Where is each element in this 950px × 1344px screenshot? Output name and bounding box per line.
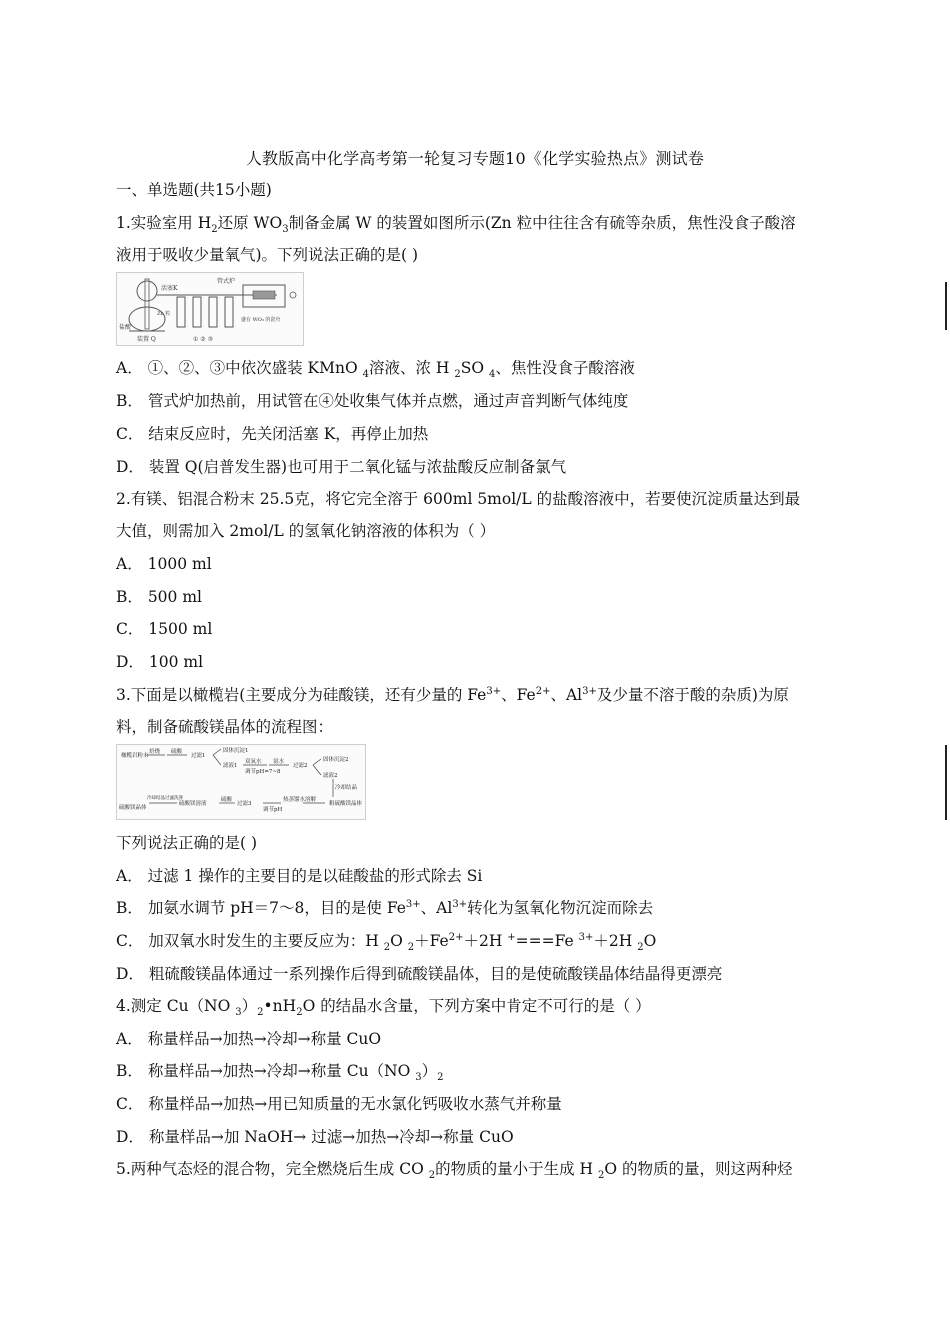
q3-stem-question: 下列说法正确的是( ) bbox=[116, 834, 258, 852]
q3-option-c: C． 加双氧水时发生的主要反应为：H $_2$O $_2+Fe^{2+}+2H$ +===Fe $^{3+}$＋2H $_2$O bbox=[116, 931, 657, 954]
flow-step-acid2: 硫酸 bbox=[221, 797, 233, 803]
q2-stem-line2: 大值，则需加入 2mol/L 的氢氧化钠溶液的体积为（ ） bbox=[116, 522, 496, 540]
scan-edge-mark bbox=[945, 745, 947, 820]
flow-step-filter3: 过滤3 bbox=[237, 801, 252, 807]
q2-option-d: D． 100 ml bbox=[116, 653, 204, 671]
q4-option-b: B． 称量样品→加热→冷却→称量 Cu（NO $_3)_2$ bbox=[116, 1062, 444, 1084]
q1-fig-furnace-label: 管式炉 bbox=[217, 278, 236, 285]
section-heading: 一、单选题(共15小题) bbox=[116, 181, 272, 199]
flow-step-acid: 硫酸 bbox=[171, 749, 183, 755]
q1-fig-zn-label: Zn 粒 bbox=[157, 311, 171, 317]
q4-stem: 4.测定 Cu（NO $_3)_2•nH_2O$ 的结晶水含量，下列方案中肯定不可行的是（ ） bbox=[116, 997, 651, 1019]
flow-solid2: 固体沉淀2 bbox=[323, 757, 349, 763]
q1-apparatus-figure bbox=[116, 272, 304, 346]
flow-final-steps: 冷却结晶过滤洗涤 bbox=[147, 796, 183, 801]
q4-option-d: D． 称量样品→加 NaOH→ 过滤→加热→冷却→称量 CuO bbox=[116, 1128, 514, 1146]
q3-option-a: A． 过滤 1 操作的主要目的是以硅酸盐的形式除去 Si bbox=[116, 867, 483, 885]
q1-fig-acid-label: 盐酸 bbox=[119, 324, 132, 331]
flow-start: 橄榄岩粉末 bbox=[121, 753, 149, 759]
q2-option-c: C． 1500 ml bbox=[116, 620, 213, 638]
scan-edge-mark bbox=[945, 282, 947, 330]
flow-crude: 粗硫酸镁晶体 bbox=[329, 801, 363, 807]
flow-filtrate2: 滤液2 bbox=[323, 773, 338, 779]
q3-stem-line2: 料，制备硫酸镁晶体的流程图： bbox=[116, 718, 334, 736]
q2-option-a: A． 1000 ml bbox=[116, 555, 212, 573]
flow-filtrate1: 滤液1 bbox=[223, 763, 238, 769]
q4-option-c: C． 称量样品→加热→用已知质量的无水氯化钙吸收水蒸气并称量 bbox=[116, 1095, 562, 1113]
q5-stem: 5.两种气态烃的混合物，完全燃烧后生成 CO $_2$的物质的量小于生成 H $_2$O 的物质的量，则这两种烃 bbox=[116, 1160, 793, 1182]
q1-stem-line1: 1.实验室用 $H_2$还原 $WO_3$制备金属 W 的装置如图所示(Zn 粒中往往含有硫等杂质，焦性没食子酸溶 bbox=[116, 214, 796, 236]
q1-fig-numbers-label: ① ② ③ bbox=[193, 336, 213, 343]
flow-step-filter1: 过滤1 bbox=[191, 753, 206, 759]
flow-final: 硫酸镁晶体 bbox=[119, 805, 147, 811]
q3-stem-line1: 3.下面是以橄榄岩(主要成分为硅酸镁，还有少量的 $Fe^{3+}$、$Fe^{2+}$、$Al^{3+}$及少量不溶于酸的杂质)为原 bbox=[116, 685, 789, 704]
flow-step-ph: 调节pH=7~8 bbox=[245, 769, 281, 775]
flow-dissolve: 热蒸馏水溶解 bbox=[283, 797, 317, 803]
q3-option-d: D． 粗硫酸镁晶体通过一系列操作后得到硫酸镁晶体，目的是使硫酸镁晶体结晶得更漂亮 bbox=[116, 965, 723, 983]
q1-option-d: D． 装置 Q(启普发生器)也可用于二氧化锰与浓盐酸反应制备氯气 bbox=[116, 458, 567, 476]
flow-step-filter2: 过滤2 bbox=[293, 763, 308, 769]
page-title: 人教版高中化学高考第一轮复习专题10《化学实验热点》测试卷 bbox=[245, 149, 705, 168]
q1-fig-device-label: 装置 Q bbox=[137, 336, 156, 343]
q3-flowchart-figure bbox=[116, 744, 366, 820]
q1-option-c: C． 结束反应时，先关闭活塞 K，再停止加热 bbox=[116, 425, 429, 443]
flow-step-roast: 焙烧 bbox=[149, 749, 161, 755]
flow-solid1: 固体沉淀1 bbox=[223, 748, 249, 754]
flow-step-ammonia: 氨水 bbox=[273, 759, 285, 765]
q2-option-b: B． 500 ml bbox=[116, 588, 202, 606]
q1-stem-line2: 液用于吸收少量氧气)。下列说法正确的是( ) bbox=[116, 246, 419, 264]
q1-option-b: B． 管式炉加热前，用试管在④处收集气体并点燃，通过声音判断气体纯度 bbox=[116, 392, 629, 410]
flow-step-peroxide: 双氧水 bbox=[245, 759, 262, 765]
q3-option-b: B． 加氨水调节 pH＝7～8，目的是使 $Fe^{3+}$、$Al^{3+}$转化为氢氧化物沉淀而除去 bbox=[116, 898, 654, 917]
q1-fig-boat-label: 盛有 WO₃ 的瓷舟 bbox=[241, 317, 281, 323]
q2-stem-line1: 2.有镁、铝混合粉末 25.5克，将它完全溶于 600ml 5mol/L 的盐酸溶液中，若要使沉淀质量达到最 bbox=[116, 490, 801, 508]
flow-cool: 冷却结晶 bbox=[335, 785, 358, 791]
q1-option-a: A． ①、②、③中依次盛装 KMnO $_4$溶液、浓 H $_2$SO $_4$、焦性没食子酸溶液 bbox=[116, 359, 635, 381]
flow-solution: 硫酸镁溶液 bbox=[179, 801, 207, 807]
q4-option-a: A． 称量样品→加热→冷却→称量 CuO bbox=[116, 1030, 382, 1048]
q1-fig-valve-label: 活塞K bbox=[161, 285, 178, 292]
flow-step-ph2: 调节pH bbox=[263, 807, 283, 813]
